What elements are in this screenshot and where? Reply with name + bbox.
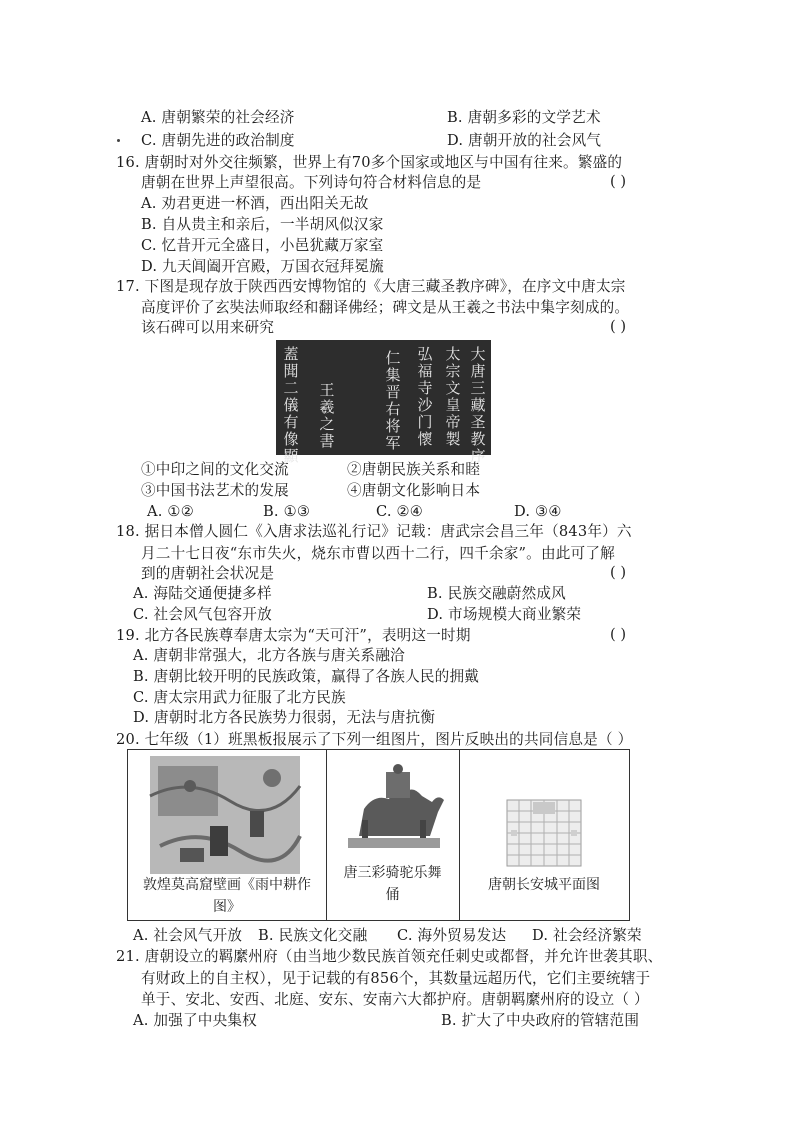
- q15-option-c: C. 唐朝先进的政治制度: [141, 132, 295, 149]
- answer-paren: ( ): [610, 173, 627, 190]
- q19-option-c: C. 唐太宗用武力征服了北方民族: [133, 689, 346, 706]
- stele-column: 蓋聞二儀有像顯: [283, 345, 299, 465]
- picture-table: [127, 749, 630, 921]
- camel-caption: 俑: [385, 887, 400, 903]
- stele-column: 大唐三藏圣教序: [470, 345, 486, 465]
- mural-caption: 图》: [213, 899, 241, 915]
- stele-column: 太宗文皇帝製: [445, 345, 461, 448]
- picture-cell-changan: [459, 750, 629, 920]
- changan-map-image: [507, 800, 581, 866]
- q17-stem: 17. 下图是现存放于陕西西安博物馆的《大唐三藏圣教序碑》，在序文中唐太宗: [116, 278, 626, 295]
- stele-column: 弘福寺沙门懷: [417, 345, 433, 448]
- mural-caption: 敦煌莫高窟壁画《雨中耕作: [143, 877, 311, 893]
- q17-stem: 高度评价了玄奘法师取经和翻译佛经；碑文是从王羲之书法中集字刻成的。: [141, 299, 630, 316]
- scan-speck: [117, 139, 120, 142]
- answer-paren: ( ): [610, 318, 627, 335]
- q17-stem: 该石碑可以用来研究: [141, 319, 275, 336]
- q17-option-c: C. ②④: [376, 503, 424, 520]
- q17-item-3: ③中国书法艺术的发展: [141, 482, 289, 499]
- mural-image: [150, 756, 340, 876]
- changan-caption: 唐朝长安城平面图: [488, 877, 600, 893]
- picture-cell-camel: [326, 750, 460, 920]
- q21-option-b: B. 扩大了中央政府的管辖范围: [441, 1012, 640, 1029]
- q21-stem: 单于、安北、安西、北庭、安东、安南六大都护府。唐朝羁縻州府的设立（ ）: [141, 991, 649, 1008]
- q17-item-2: ②唐朝民族关系和睦: [347, 461, 481, 478]
- q17-option-a: A. ①②: [147, 503, 194, 520]
- q20-option-d: D. 社会经济繁荣: [532, 927, 642, 944]
- q21-option-a: A. 加强了中央集权: [133, 1012, 257, 1029]
- q17-option-d: D. ③④: [514, 503, 562, 520]
- q19-stem: 19. 北方各民族尊奉唐太宗为“天可汗”，表明这一时期: [116, 627, 471, 644]
- q18-option-b: B. 民族交融蔚然成风: [427, 585, 566, 602]
- q18-stem: 18. 据日本僧人圆仁《入唐求法巡礼行记》记载：唐武宗会昌三年（843年）六: [116, 523, 632, 540]
- tricolor-camel-image: [334, 764, 454, 864]
- q21-stem: 有财政上的自主权），见于记载的有856个，其数量远超历代，它们主要统辖于: [141, 970, 651, 987]
- q16-option-d: D. 九天阊阖开宫殿，万国衣冠拜冕旒: [141, 258, 384, 275]
- q18-option-d: D. 市场规模大商业繁荣: [427, 606, 582, 623]
- q17-item-4: ④唐朝文化影响日本: [347, 482, 481, 499]
- q19-option-b: B. 唐朝比较开明的民族政策，赢得了各族人民的拥戴: [133, 668, 480, 685]
- stele-rubbing-image: [276, 340, 491, 465]
- q16-stem: 16. 唐朝时对外交往频繁，世界上有70多个国家或地区与中国有往来。繁盛的: [116, 154, 623, 171]
- camel-caption: 唐三彩骑驼乐舞: [343, 865, 442, 881]
- q19-option-d: D. 唐朝时北方各民族势力很弱，无法与唐抗衡: [133, 709, 436, 726]
- q20-option-b: B. 民族文化交融: [258, 927, 368, 944]
- q19-option-a: A. 唐朝非常强大，北方各族与唐关系融洽: [133, 647, 405, 664]
- q17-option-b: B. ①③: [263, 503, 311, 520]
- q16-option-b: B. 自从贵主和亲后，一半胡风似汉家: [141, 216, 384, 233]
- q20-stem: 20. 七年级（1）班黑板报展示了下列一组图片，图片反映出的共同信息是（ ）: [116, 731, 633, 748]
- q20-option-a: A. 社会风气开放: [133, 927, 243, 944]
- stele-column: 仁集晋右将军: [385, 349, 401, 452]
- q15-option-b: B. 唐朝多彩的文学艺术: [447, 109, 601, 126]
- stele-column: 王羲之書: [319, 381, 335, 450]
- q18-stem: 月二十七日夜“东市失火，烧东市曹以西十二行，四千余家”。由此可了解: [141, 545, 615, 562]
- q18-option-c: C. 社会风气包容开放: [133, 606, 272, 623]
- q16-option-a: A. 劝君更进一杯酒，西出阳关无故: [141, 195, 369, 212]
- q17-item-1: ①中印之间的文化交流: [141, 461, 289, 478]
- q16-option-c: C. 忆昔开元全盛日，小邑犹藏万家室: [141, 237, 384, 254]
- answer-paren: ( ): [610, 626, 627, 643]
- picture-cell-mural: [128, 750, 327, 920]
- q16-stem: 唐朝在世界上声望很高。下列诗句符合材料信息的是: [141, 174, 482, 191]
- q21-stem: 21. 唐朝设立的羁縻州府（由当地少数民族首领充任刺史或都督，并允许世袭其职、: [116, 948, 663, 965]
- q15-option-a: A. 唐朝繁荣的社会经济: [141, 109, 295, 126]
- answer-paren: ( ): [610, 564, 627, 581]
- q18-option-a: A. 海陆交通便捷多样: [133, 585, 272, 602]
- q18-stem: 到的唐朝社会状况是: [141, 565, 275, 582]
- q20-option-c: C. 海外贸易发达: [397, 927, 507, 944]
- q15-option-d: D. 唐朝开放的社会风气: [447, 132, 602, 149]
